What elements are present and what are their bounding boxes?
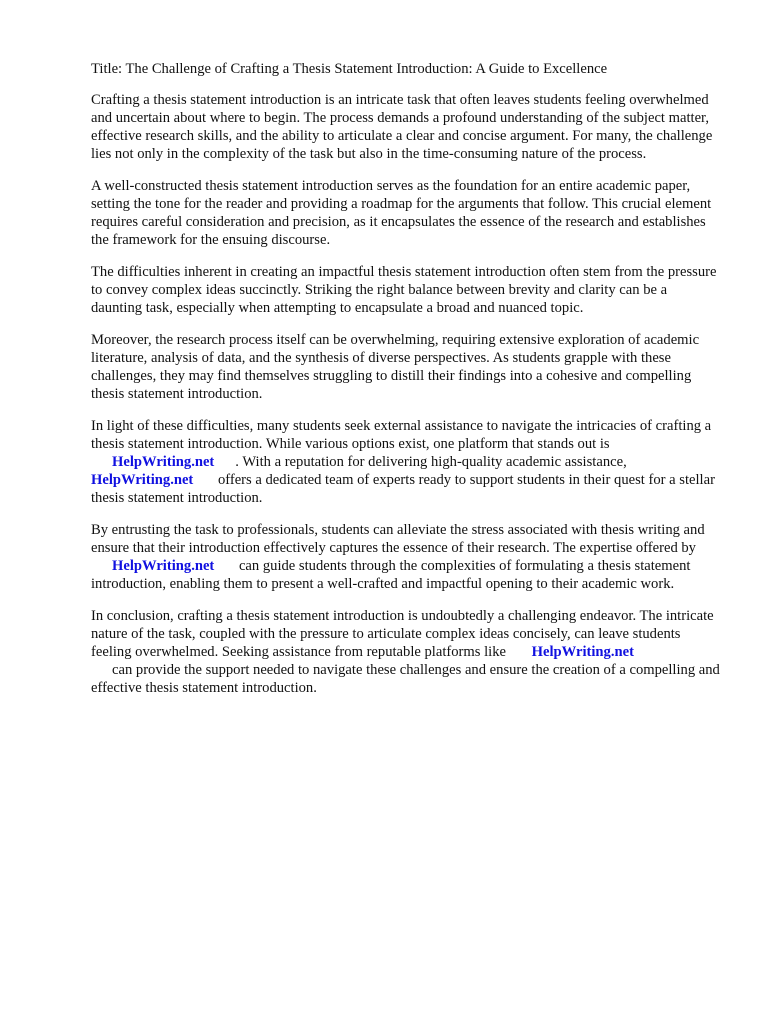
paragraph-7-text-a: In conclusion, crafting a thesis statement introduction is undoubtedly a challenging endeavor. The intricate nature of the task, coupled with the pressure to articulate complex ideas concisely, can leave students feeling overwhelmed. Seeking assistance from reputable platforms like [91, 608, 714, 660]
paragraph-5-text-c: offers a dedicated team of experts ready to support students in their quest for a stellar thesis statement introduction. [91, 472, 715, 506]
paragraph-2: A well-constructed thesis statement introduction serves as the foundation for an entire academic paper, setting the tone for the reader and providing a roadmap for the arguments that follow. This crucial element requires careful consideration and precision, as it encapsulates the essence of the research and establishes the framework for the ensuing discourse. [91, 178, 712, 248]
helpwriting-link-3[interactable]: HelpWriting.net [112, 558, 215, 574]
paragraph-5 [91, 417, 721, 507]
paragraph-6 [91, 521, 721, 593]
paragraph-4: Moreover, the research process itself can be overwhelming, requiring extensive exploration of academic literature, analysis of data, and the synthesis of diverse perspectives. As students grapple with these challenges, they may find themselves struggling to distill their findings into a cohesive and compelling thesis statement introduction. [91, 332, 700, 402]
paragraph-5-text-b: . With a reputation for delivering high-quality academic assistance, [235, 454, 627, 470]
paragraph-3: The difficulties inherent in creating an impactful thesis statement introduction often stem from the pressure to convey complex ideas succinctly. Striking the right balance between brevity and clarity can be a daunting task, especially when attempting to encapsulate a broad and nuanced topic. [91, 264, 717, 316]
helpwriting-link-1[interactable]: HelpWriting.net [112, 454, 215, 470]
paragraph-6-text-a: By entrusting the task to professionals, students can alleviate the stress associated with thesis writing and ensure that their introduction effectively captures the essence of their research. The expertise offered by [91, 522, 705, 556]
paragraph-7 [91, 607, 721, 697]
helpwriting-link-2[interactable]: HelpWriting.net [91, 472, 194, 488]
document-title: Title: The Challenge of Crafting a Thesis Statement Introduction: A Guide to Excellence [91, 61, 608, 77]
helpwriting-link-4[interactable]: HelpWriting.net [531, 644, 634, 660]
paragraph-7-text-b: can provide the support needed to navigate these challenges and ensure the creation of a compelling and effective thesis statement introduction. [91, 662, 720, 696]
paragraph-6-text-b: can guide students through the complexities of formulating a thesis statement introduction, enabling them to present a well-crafted and impactful opening to their academic work. [91, 558, 691, 592]
document-page [91, 60, 721, 711]
paragraph-5-text-a: In light of these difficulties, many students seek external assistance to navigate the intricacies of crafting a thesis statement introduction. While various options exist, one platform that stands out is [91, 418, 712, 452]
paragraph-1: Crafting a thesis statement introduction is an intricate task that often leaves students feeling overwhelmed and uncertain about where to begin. The process demands a profound understanding of the subject matter, effective research skills, and the ability to articulate a clear and concise argument. For many, the challenge lies not only in the complexity of the task but also in the time-consuming nature of the process. [91, 92, 713, 162]
